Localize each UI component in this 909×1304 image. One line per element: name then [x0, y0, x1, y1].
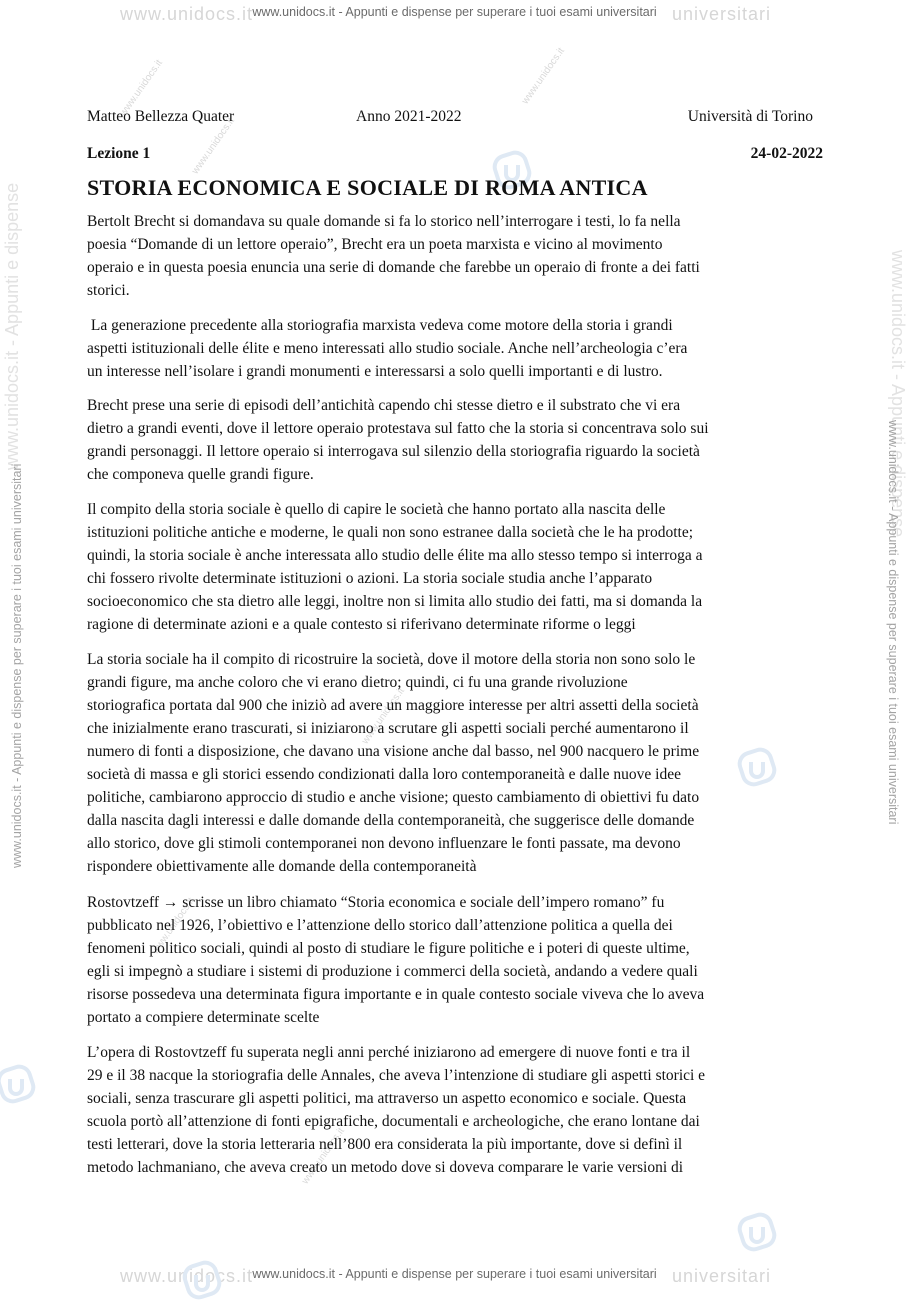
paragraph-line: dietro a grandi eventi, dove il lettore operaio protestava sul fatto che la storia si concentrava solo sui	[87, 420, 709, 437]
paragraph-line: che inizialmente erano trascurati, si iniziarono a scrutare gli aspetti sociali perché aumentarono il	[87, 720, 689, 737]
paragraph-line: L’opera di Rostovtzeff fu superata negli anni perché iniziarono ad emergere di nuove fonti e tra il	[87, 1044, 691, 1061]
paragraph-line: pubblicato nel 1926, l’obiettivo e l’attenzione dello storico dall’attenzione politica a quella dei	[87, 917, 673, 934]
paragraph-line: La storia sociale ha il compito di ricostruire la società, dove il motore della storia non sono solo le	[87, 651, 696, 668]
paragraph-line: un interesse nell’isolare i grandi monumenti e interessarsi a solo quelli importanti e di lustro.	[87, 363, 663, 380]
document-title: STORIA ECONOMICA E SOCIALE DI ROMA ANTICA	[87, 175, 648, 200]
watermark-header	[0, 0, 909, 30]
paragraph-line: grandi figure, ma anche coloro che vi erano dietro; quindi, ci fu una grande rivoluzione	[87, 674, 628, 691]
lesson-date: 24-02-2022	[750, 145, 823, 162]
paragraph-line: grandi personaggi. Il lettore operaio si interrogava sul silenzio della storiografia riguardo la società	[87, 443, 700, 460]
watermark-side-faint: www.unidocs.it - Appunti e dispense	[2, 182, 22, 470]
watermark-faint-text: www.unidocs.it	[120, 4, 254, 24]
lesson-header	[87, 145, 823, 171]
watermark-faint-text: universitari	[672, 4, 772, 24]
watermark-side-left: www.unidocs.it - Appunti e dispense per superare i tuoi esami universitari	[10, 463, 24, 868]
paragraph-line: 29 e il 38 nacque la storiografia delle Annales, che aveva l’intenzione di studiare gli aspetti storici e	[87, 1067, 706, 1084]
paragraph-line: storici.	[87, 282, 130, 299]
watermark-footer	[0, 1262, 909, 1292]
unidocs-logo-icon	[180, 1258, 226, 1304]
paragraph-line: rispondere obiettivamente alle domande della contemporaneità	[87, 858, 477, 875]
paragraph-line: egli si impegnò a studiare i sistemi di produzione i commerci della società, andando a vedere quali	[87, 963, 698, 980]
paragraph-line: La generazione precedente alla storiografia marxista vedeva come motore della storia i grandi	[87, 317, 673, 334]
watermark-diagonal: www.unidocs.it	[300, 1125, 347, 1187]
paragraph	[87, 210, 823, 302]
watermark-side-right: www.unidocs.it - Appunti e dispense per superare i tuoi esami universitari	[886, 420, 900, 825]
paragraph-line: politiche, cambiarono approccio di studio e anche visione; questo cambiamento di obiettivi fu dato	[87, 789, 700, 806]
academic-year: Anno 2021-2022	[356, 108, 462, 125]
paragraph-line: Bertolt Brecht si domandava su quale domande si fa lo storico nell’interrogare i testi, lo fa nella	[87, 213, 681, 230]
paragraph	[87, 1041, 823, 1179]
paragraph	[87, 891, 823, 1029]
paragraph	[87, 498, 823, 636]
paragraph-line: Rostovtzeff → scrisse un libro chiamato “Storia economica e sociale dell’impero romano” fu	[87, 894, 665, 911]
paragraph-line: poesia “Domande di un lettore operaio”, Brecht era un poeta marxista e vicino al movimento	[87, 236, 663, 253]
paragraph-line: Il compito della storia sociale è quello di capire le società che hanno portato alla nascita delle	[87, 501, 666, 518]
paragraph-line: risorse possedeva una determinata figura importante e in quale contesto sociale viveva che lo aveva	[87, 986, 705, 1003]
watermark-diagonal: www.unidocs.it	[360, 685, 407, 747]
paragraph	[87, 394, 823, 486]
paragraph-line: società di massa e gli storici essendo condizionati dalla loro contemporaneità e dalle nuove idee	[87, 766, 681, 783]
paragraph	[87, 314, 823, 383]
watermark-faint-text: universitari	[672, 1266, 772, 1286]
paragraph-line: chi fossero rivolte determinate istituzioni o azioni. La storia sociale studia anche l’apparato	[87, 570, 653, 587]
paragraph-line: fenomeni politico sociali, quindi al posto di studiare le figure politiche e i poteri di queste ultime,	[87, 940, 690, 957]
document-header	[87, 108, 823, 132]
paragraph-line: dalla nascita dagli interessi e dalle domande della contemporaneità, che suggerisce delle domande	[87, 812, 695, 829]
watermark-side-faint: www.unidocs.it - Appunti e dispense	[888, 250, 908, 538]
unidocs-logo-icon	[0, 1062, 40, 1108]
university-name: Università di Torino	[687, 108, 813, 125]
lesson-number: Lezione 1	[87, 145, 151, 162]
watermark-diagonal: www.unidocs.it	[190, 115, 237, 177]
paragraph-line: storiografica portata dal 900 che iniziò ad avere un maggiore interesse per altri assetti della società	[87, 697, 699, 714]
author-name: Matteo Bellezza Quater	[87, 108, 235, 125]
paragraph-line: portato a compiere determinate scelte	[87, 1009, 320, 1026]
paragraph-line: istituzioni politiche antiche e moderne, le quali non sono estranee dalla società che le ha prodotte;	[87, 524, 694, 541]
paragraph-line: che componeva quelle grandi figure.	[87, 466, 314, 483]
paragraph-line: Brecht prese una serie di episodi dell’antichità capendo chi stesse dietro e il substrato che vi era	[87, 397, 681, 414]
paragraph-line: quindi, la storia sociale è anche interessata allo studio delle élite ma allo stesso tempo si interroga a	[87, 547, 703, 564]
paragraph-line: socioeconomico che sta dietro alle leggi, inoltre non si limita allo studio dei fatti, ma si domanda la	[87, 593, 703, 610]
watermark-diagonal: www.unidocs.it	[118, 57, 165, 119]
watermark-faint-text: www.unidocs.it	[120, 1266, 254, 1286]
paragraph-line: numero di fonti a disposizione, che davano una visione anche dal basso, nel 900 nacquero le prime	[87, 743, 700, 760]
watermark-banner: www.unidocs.it - Appunti e dispense per superare i tuoi esami universitari	[252, 1267, 657, 1281]
paragraph	[87, 648, 823, 878]
unidocs-logo-icon	[735, 1210, 781, 1256]
paragraph-line: metodo lachmaniano, che aveva creato un metodo dove si doveva comparare le varie versioni di	[87, 1159, 684, 1176]
watermark-diagonal: www.unidocs.it	[150, 895, 197, 957]
paragraph-line: scuola portò all’attenzione di fonti epigrafiche, documentali e archeologiche, che erano lontane dai	[87, 1113, 700, 1130]
paragraph-line: allo storico, dove gli stimoli contemporanei non devono influenzare le fonti passate, ma devono	[87, 835, 681, 852]
paragraph-line: sociali, senza trascurare gli aspetti politici, ma attraverso un aspetto economico e sociale. Questa	[87, 1090, 687, 1107]
document-page	[87, 108, 823, 1179]
watermark-banner: www.unidocs.it - Appunti e dispense per superare i tuoi esami universitari	[252, 5, 657, 19]
paragraph-line: ragione di determinate azioni e a quale contesto si riferivano determinate riforme o leggi	[87, 616, 636, 633]
paragraph-line: aspetti istituzionali delle élite e meno interessati allo studio sociale. Anche nell’archeologia c’era	[87, 340, 688, 357]
watermark-diagonal: www.unidocs.it	[520, 45, 567, 107]
paragraph-line: operaio e in questa poesia enuncia una serie di domande che farebbe un operaio di fronte a dei fatti	[87, 259, 700, 276]
paragraph-line: testi letterari, dove la storia letteraria nell’800 era considerata la più importante, dove si definì il	[87, 1136, 683, 1153]
